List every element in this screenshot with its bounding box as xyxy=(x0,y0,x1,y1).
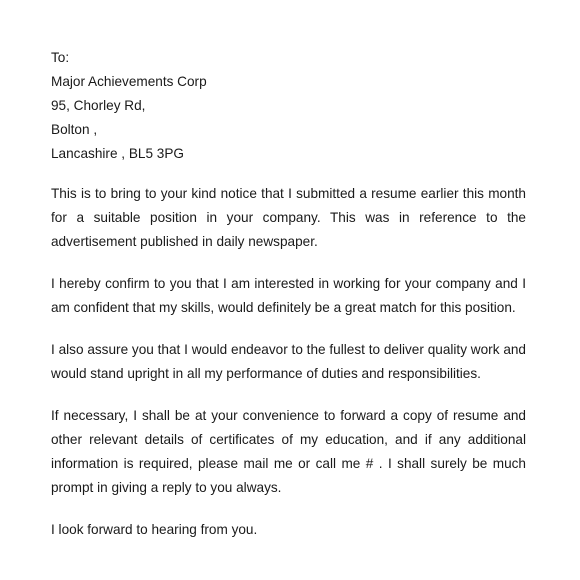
paragraph-closing: I look forward to hearing from you. xyxy=(51,522,258,537)
address-street: 95, Chorley Rd, xyxy=(51,98,146,113)
address-salutation: To: xyxy=(51,50,70,65)
paragraph-interest-confirmation: I hereby confirm to you that I am interested in working for your company and I am confident that my skills, would definitely be a great match for this position. xyxy=(51,276,526,315)
paragraph-resume-notice: This is to bring to your kind notice that I submitted a resume earlier this month for a suitable position in your company. This was in reference to the advertisement published in daily newspaper. xyxy=(51,186,526,249)
paragraph-additional-details: If necessary, I shall be at your convenience to forward a copy of resume and other relevant details of certificates of my education, and if any additional information is required, please mail me or call me # . I shall surely be much prompt in giving a reply to you always. xyxy=(51,408,526,495)
recipient-address xyxy=(51,46,531,166)
address-city: Bolton , xyxy=(51,122,98,137)
address-county-postcode: Lancashire , BL5 3PG xyxy=(51,146,184,161)
letter-body xyxy=(51,182,526,542)
address-company: Major Achievements Corp xyxy=(51,74,207,89)
paragraph-quality-assurance: I also assure you that I would endeavor to the fullest to deliver quality work and would stand upright in all my performance of duties and responsibilities. xyxy=(51,342,526,381)
